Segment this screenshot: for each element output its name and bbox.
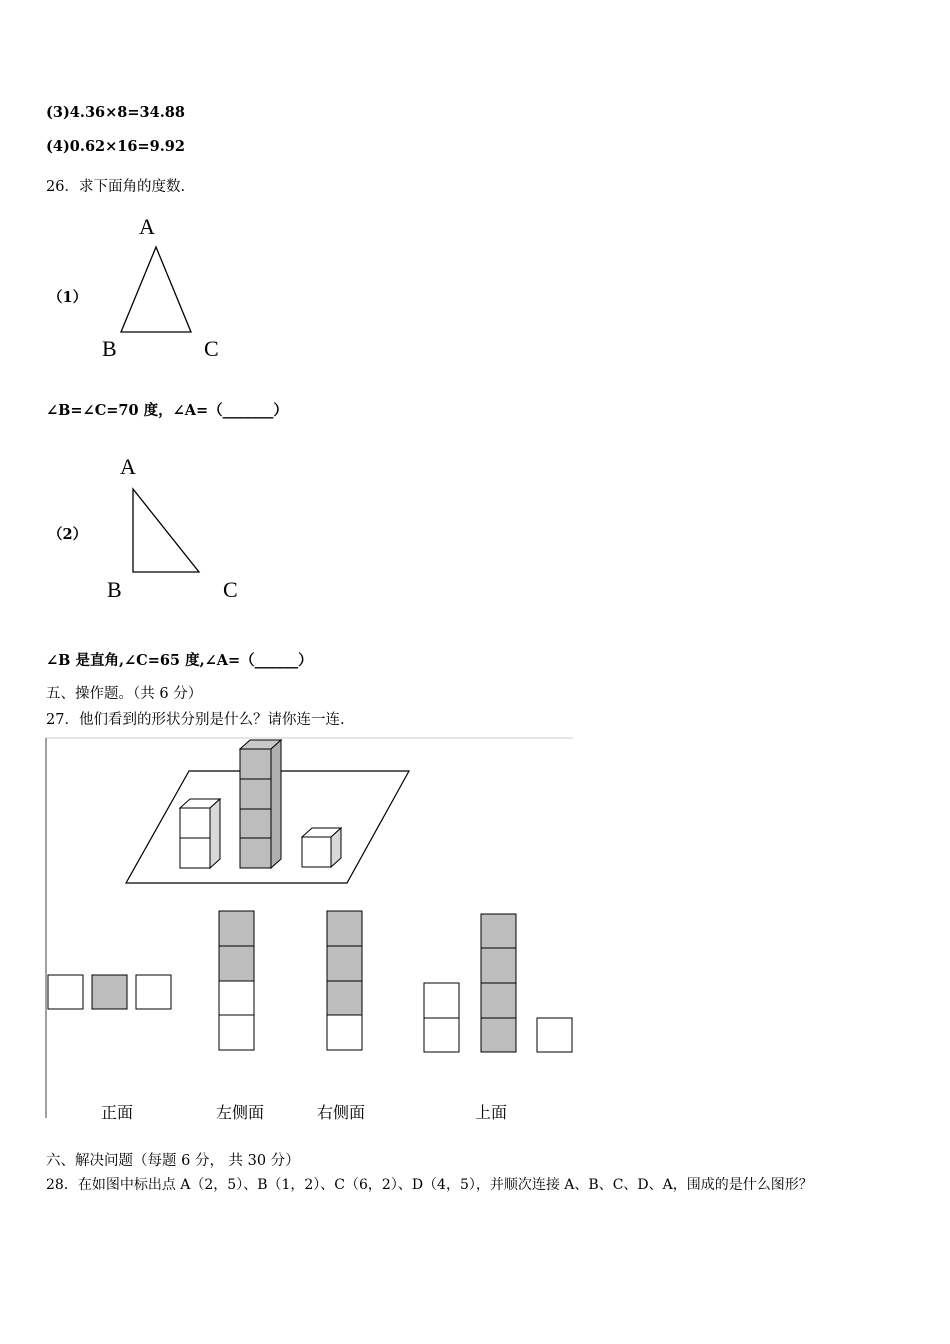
answer-2-line: ∠B 是直角,∠C=65 度,∠A=（______） [46,652,313,669]
triangle-2-vertex-c: C [223,577,238,602]
section-5-heading: 五、操作题。（共 6 分） [46,686,203,702]
question-26: 26．求下面角的度数. [46,179,186,195]
left-cube-stack [180,799,220,868]
label-right-side-view: 右侧面 [317,1103,366,1122]
answer-line-3: (3)4.36×8=34.88 [46,104,185,121]
label-top-view: 上面 [475,1103,508,1122]
answer-1-line: ∠B=∠C=70 度，∠A=（_______） [46,402,288,419]
triangle-2-vertex-b: B [107,577,122,602]
answer-line-4: (4)0.62×16=9.92 [46,138,185,155]
triangle-1-vertex-c: C [204,336,219,361]
triangle-1-vertex-a: A [139,214,155,239]
triangle-2 [133,489,199,572]
label-front-view: 正面 [101,1103,134,1122]
question-27: 27．他们看到的形状分别是什么？请你连一连. [46,712,345,728]
subquestion-2-label: （2） [48,526,88,543]
triangle-1-vertex-b: B [102,336,117,361]
view-top-squares [424,914,572,1052]
subquestion-1-label: （1） [48,289,88,306]
triangle-1 [121,247,191,332]
front-square-1 [48,975,83,1009]
triangle-2-vertex-a: A [120,454,136,479]
question-28: 28．在如图中标出点 A（2，5）、B（1，2）、C（6，2）、D（4，5），并顺次连接 A、B、C、D、A，围成的是什么图形？ [46,1177,813,1193]
view-right-squares [327,911,362,1050]
front-square-2 [92,975,127,1009]
front-square-3 [136,975,171,1009]
view-front-squares [48,975,171,1009]
triangle-2-shape [133,489,199,572]
tall-cube-stack [240,740,281,868]
section-6-heading: 六、解决问题（每题 6 分， 共 30 分） [46,1153,300,1169]
triangle-1-shape [121,247,191,332]
right-single-cube [302,828,341,867]
view-left-squares [219,911,254,1050]
label-left-side-view: 左侧面 [216,1103,265,1122]
